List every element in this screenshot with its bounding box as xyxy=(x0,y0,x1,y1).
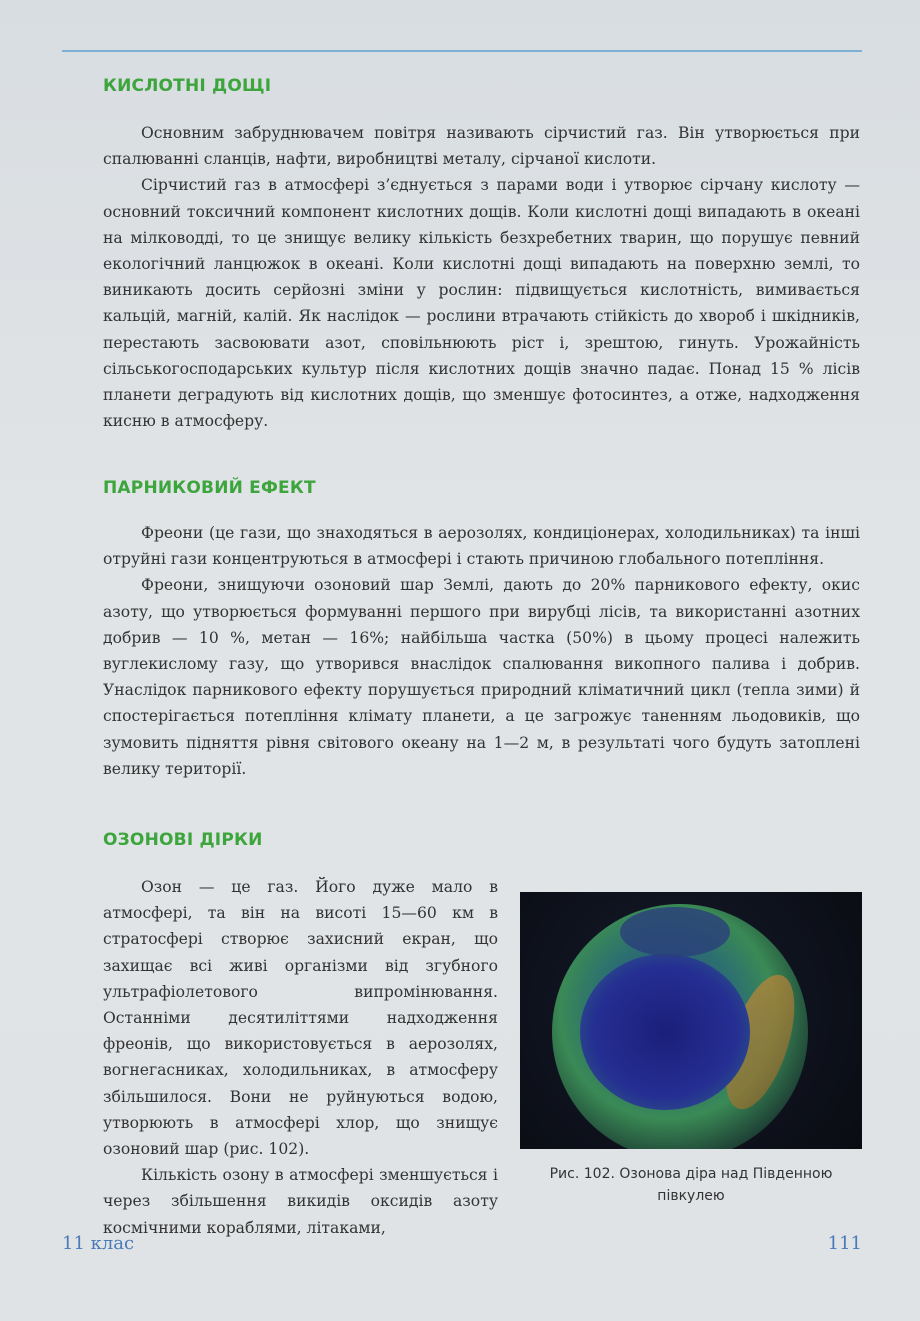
ozone-globe-illustration xyxy=(520,892,862,1149)
greenhouse-text xyxy=(103,520,860,782)
hole-shape xyxy=(580,954,750,1110)
ozone-text xyxy=(103,874,498,1241)
page-number: 111 xyxy=(827,1233,862,1254)
paragraph: Фреони, знищуючи озоновий шар Землі, дають до 20% парникового ефекту, окис азоту, що утворюється формуванні першого при вирубці лісів, та використанні азотних добрив — 10 %, метан — 16%; найбільша частка (50%) в цьому процесі належить вуглекислому газу, що утворився внаслідок спалювання викопного палива і добрив. Унаслідок парникового ефекту порушується природний кліматичний цикл (тепла зими) й спостерігається потепління клімату планети, а це загрожує таненням льодовиків, що зумовить підняття рівня світового океану на 1—2 м, в результаті чого будуть затоплені велику території. xyxy=(103,576,860,778)
footer-grade: 11 клас xyxy=(62,1233,135,1254)
ozone-hole-image xyxy=(520,892,862,1149)
figure-caption: Рис. 102. Озонова діра над Південною півкулею xyxy=(549,1166,833,1204)
heading-greenhouse: ПАРНИКОВИЙ ЕФЕКТ xyxy=(103,478,316,498)
paragraph: Озон — це газ. Його дуже мало в атмосфері, та він на висоті 15—60 км в стратосфері створює захисний екран, що захищає всі живі організми від згубного ультрафіолетового випромінювання. Останніми десятиліттями надходження фреонів, що використовується в аерозолях, вогнегасниках, холодильниках, в атмосферу збільшилося. Вони не руйнуються водою, утворюють в атмосфері хлор, що знищує озоновий шар (рис. 102). xyxy=(103,878,498,1159)
heading-ozone: ОЗОНОВІ ДІРКИ xyxy=(103,830,263,850)
top-divider xyxy=(62,50,862,52)
acid-rain-text xyxy=(103,120,860,434)
paragraph: Основним забруднювачем повітря називають сірчистий газ. Він утворюється при спалюванні сланців, нафти, виробництві металу, сірчаної кислоти. xyxy=(103,124,860,169)
paragraph: Кількість озону в атмосфері зменшується і через збільшення викидів оксидів азоту космічними кораблями, літаками, xyxy=(103,1166,498,1237)
heading-acid-rain: КИСЛОТНІ ДОЩІ xyxy=(103,76,272,96)
paragraph: Сірчистий газ в атмосфері з’єднується з парами води і утворює сірчану кислоту — основний токсичний компонент кислотних дощів. Коли кислотні дощі випадають в океані на мілководді, то це знищує велику кількість безхребетних тварин, що порушує певний екологічний ланцюжок в океані. Коли кислотні дощі випадають на поверхню землі, то виникають досить серйозні зміни у рослин: підвищується кислотність, вимивається кальцій, магній, калій. Як наслідок — рослини втрачають стійкість до хвороб і шкідників, перестають засвоювати азот, сповільнюють ріст і, зрештою, гинуть. Урожайність сільськогосподарських культур після кислотних дощів значно падає. Понад 15 % лісів планети деградують від кислотних дощів, що зменшує фотосинтез, а отже, надходження кисню в атмосферу. xyxy=(103,176,860,431)
paragraph: Фреони (це гази, що знаходяться в аерозолях, кондиціонерах, холодильниках) та інші отруйні гази концентруються в атмосфері і стають причиною глобального потепління. xyxy=(103,524,860,569)
